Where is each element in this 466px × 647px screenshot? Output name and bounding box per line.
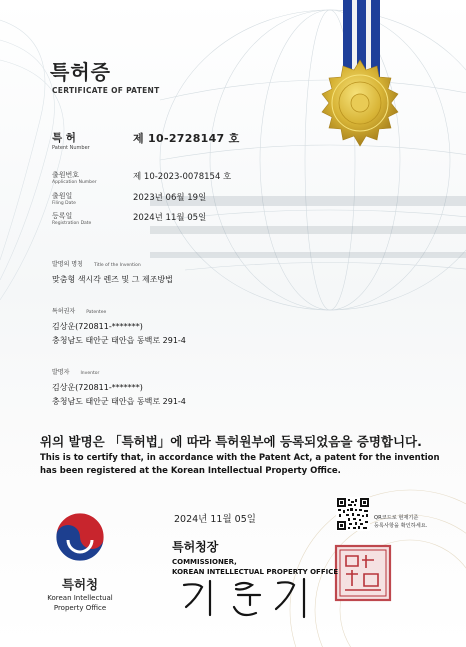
qr-code-icon — [336, 497, 370, 531]
filing-date-value: 2023년 06월 19일 — [133, 193, 207, 203]
commissioner-title-en-line1: COMMISSIONER, — [172, 558, 237, 566]
registration-date-label-ko: 등록일 — [52, 212, 73, 220]
registration-date-value: 2024년 11월 05일 — [133, 213, 207, 223]
registration-date-label-en: Registration Date — [52, 221, 92, 226]
certificate-title: 특허증 — [50, 60, 111, 84]
application-number-label-ko: 출원번호 — [52, 171, 80, 179]
patentee-name: 김상운(720811-*******) — [52, 322, 143, 331]
gold-seal-icon — [322, 60, 398, 146]
application-number-value: 제 10-2023-0078154 호 — [133, 172, 232, 182]
certification-statement-en: This is to certify that, in accordance with the Patent Act, a patent for the invention has been registered at the Korean Intellectual Property Office. — [40, 453, 440, 476]
invention-title-value: 맞춤형 색시각 렌즈 및 그 제조방법 — [52, 275, 173, 284]
patent-number-label-ko: 특 허 — [52, 132, 76, 144]
office-name-en: Korean Intellectual Property Office — [47, 594, 113, 612]
patent-number-label — [52, 130, 90, 151]
inventor-label-en: Inventor — [80, 371, 100, 376]
inventor-label-ko: 발명자 — [52, 369, 70, 376]
registration-date-label — [52, 211, 91, 226]
patent-number-label-en: Patent Number — [52, 145, 90, 151]
patentee-label-ko: 특허권자 — [52, 308, 76, 315]
office-name-ko: 특허청 — [61, 577, 99, 592]
invention-section — [52, 251, 173, 285]
filing-date-label-en: Filing Date — [52, 201, 76, 206]
filing-date-label-ko: 출원일 — [52, 192, 73, 200]
certification-statement-ko: 위의 발명은 「특허법」에 따라 특허원부에 등록되었음을 증명합니다. — [40, 434, 422, 449]
application-number-label-en: Application Number — [52, 180, 97, 185]
inventor-address: 충청남도 태안군 태안읍 동백로 291-4 — [52, 397, 186, 406]
qr-note-line1: QR코드로 현재기준 — [374, 515, 419, 521]
commissioner-title-en — [172, 557, 338, 577]
invention-label-ko: 발명의 명칭 — [52, 261, 83, 268]
issue-date: 2024년 11월 05일 — [174, 514, 256, 525]
patentee-address: 충청남도 태안군 태안읍 동백로 291-4 — [52, 336, 186, 345]
patentee-section — [52, 298, 186, 346]
patent-number-value: 제 10-2728147 호 — [133, 132, 240, 145]
invention-label-en: Title of the Invention — [93, 263, 141, 268]
official-stamp-icon — [336, 546, 390, 600]
certificate-subtitle: CERTIFICATE OF PATENT — [52, 86, 160, 95]
inventor-name: 김상운(720811-*******) — [52, 383, 143, 392]
signature-icon — [176, 575, 326, 623]
inventor-section — [52, 359, 186, 407]
application-number-label — [52, 170, 97, 185]
filing-date-label — [52, 191, 76, 206]
commissioner-title-ko: 특허청장 — [172, 540, 219, 554]
kipo-logo-icon — [56, 513, 104, 561]
qr-note-line2: 등록사항을 확인하세요. — [374, 522, 428, 529]
commissioner-title-en-line2: KOREAN INTELLECTUAL PROPERTY OFFICE — [172, 568, 339, 576]
qr-note — [374, 515, 427, 530]
patentee-label-en: Patentee — [86, 310, 107, 315]
